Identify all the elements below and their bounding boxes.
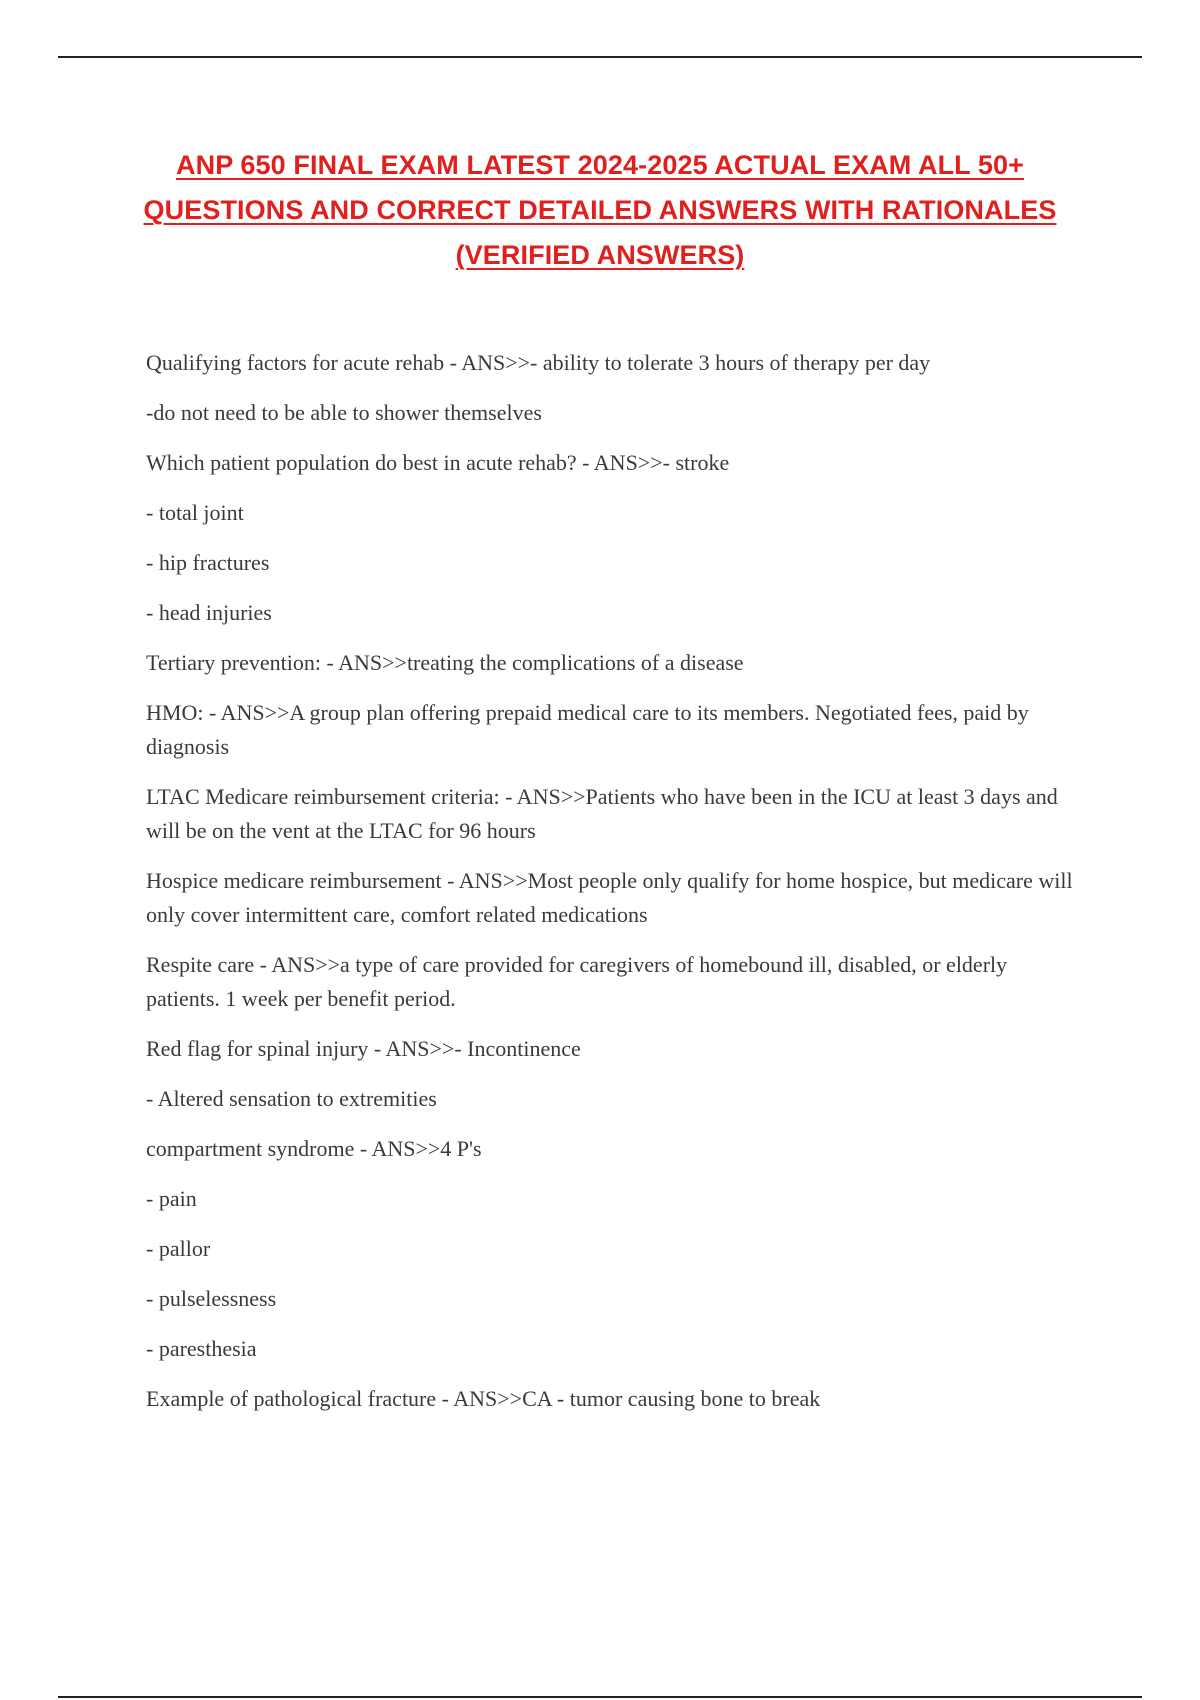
text-line: - hip fractures xyxy=(146,550,270,575)
text-line: Which patient population do best in acute rehab? - ANS>>- stroke xyxy=(146,450,730,475)
text-line: LTAC Medicare reimbursement criteria: - ANS>>Patients who have been in the ICU at least 3 days and will be on the vent at the LTAC for 96 hours xyxy=(146,784,1058,843)
text-line: - paresthesia xyxy=(146,1336,257,1361)
text-line: -do not need to be able to shower themselves xyxy=(146,400,542,425)
text-line: compartment syndrome - ANS>>4 P's xyxy=(146,1136,482,1161)
document-title: ANP 650 FINAL EXAM LATEST 2024-2025 ACTUAL EXAM ALL 50+ QUESTIONS AND CORRECT DETAILED ANSWERS WITH RATIONALES (VERIFIED ANSWERS) xyxy=(143,150,1057,270)
text-line: Tertiary prevention: - ANS>>treating the complications of a disease xyxy=(146,650,744,675)
text-line: - Altered sensation to extremities xyxy=(146,1086,437,1111)
text-line: - pulselessness xyxy=(146,1286,277,1311)
header-rule xyxy=(58,56,1142,58)
text-line: Qualifying factors for acute rehab - ANS>>- ability to tolerate 3 hours of therapy per day xyxy=(146,350,931,375)
footer-rule xyxy=(58,1696,1142,1698)
text-line: Respite care - ANS>>a type of care provided for caregivers of homebound ill, disabled, or elderly patients. 1 week per benefit period. xyxy=(146,952,1008,1011)
text-line: Example of pathological fracture - ANS>>CA - tumor causing bone to break xyxy=(146,1386,821,1411)
text-line: Red flag for spinal injury - ANS>>- Incontinence xyxy=(146,1036,581,1061)
text-line: Hospice medicare reimbursement - ANS>>Most people only qualify for home hospice, but medicare will only cover intermittent care, comfort related medications xyxy=(146,868,1073,927)
text-line: - pain xyxy=(146,1186,197,1211)
text-line: - total joint xyxy=(146,500,244,525)
text-line: HMO: - ANS>>A group plan offering prepaid medical care to its members. Negotiated fees, paid by diagnosis xyxy=(146,700,1029,759)
text-line: - pallor xyxy=(146,1236,211,1261)
text-line: - head injuries xyxy=(146,600,272,625)
document-body xyxy=(146,346,1076,1432)
